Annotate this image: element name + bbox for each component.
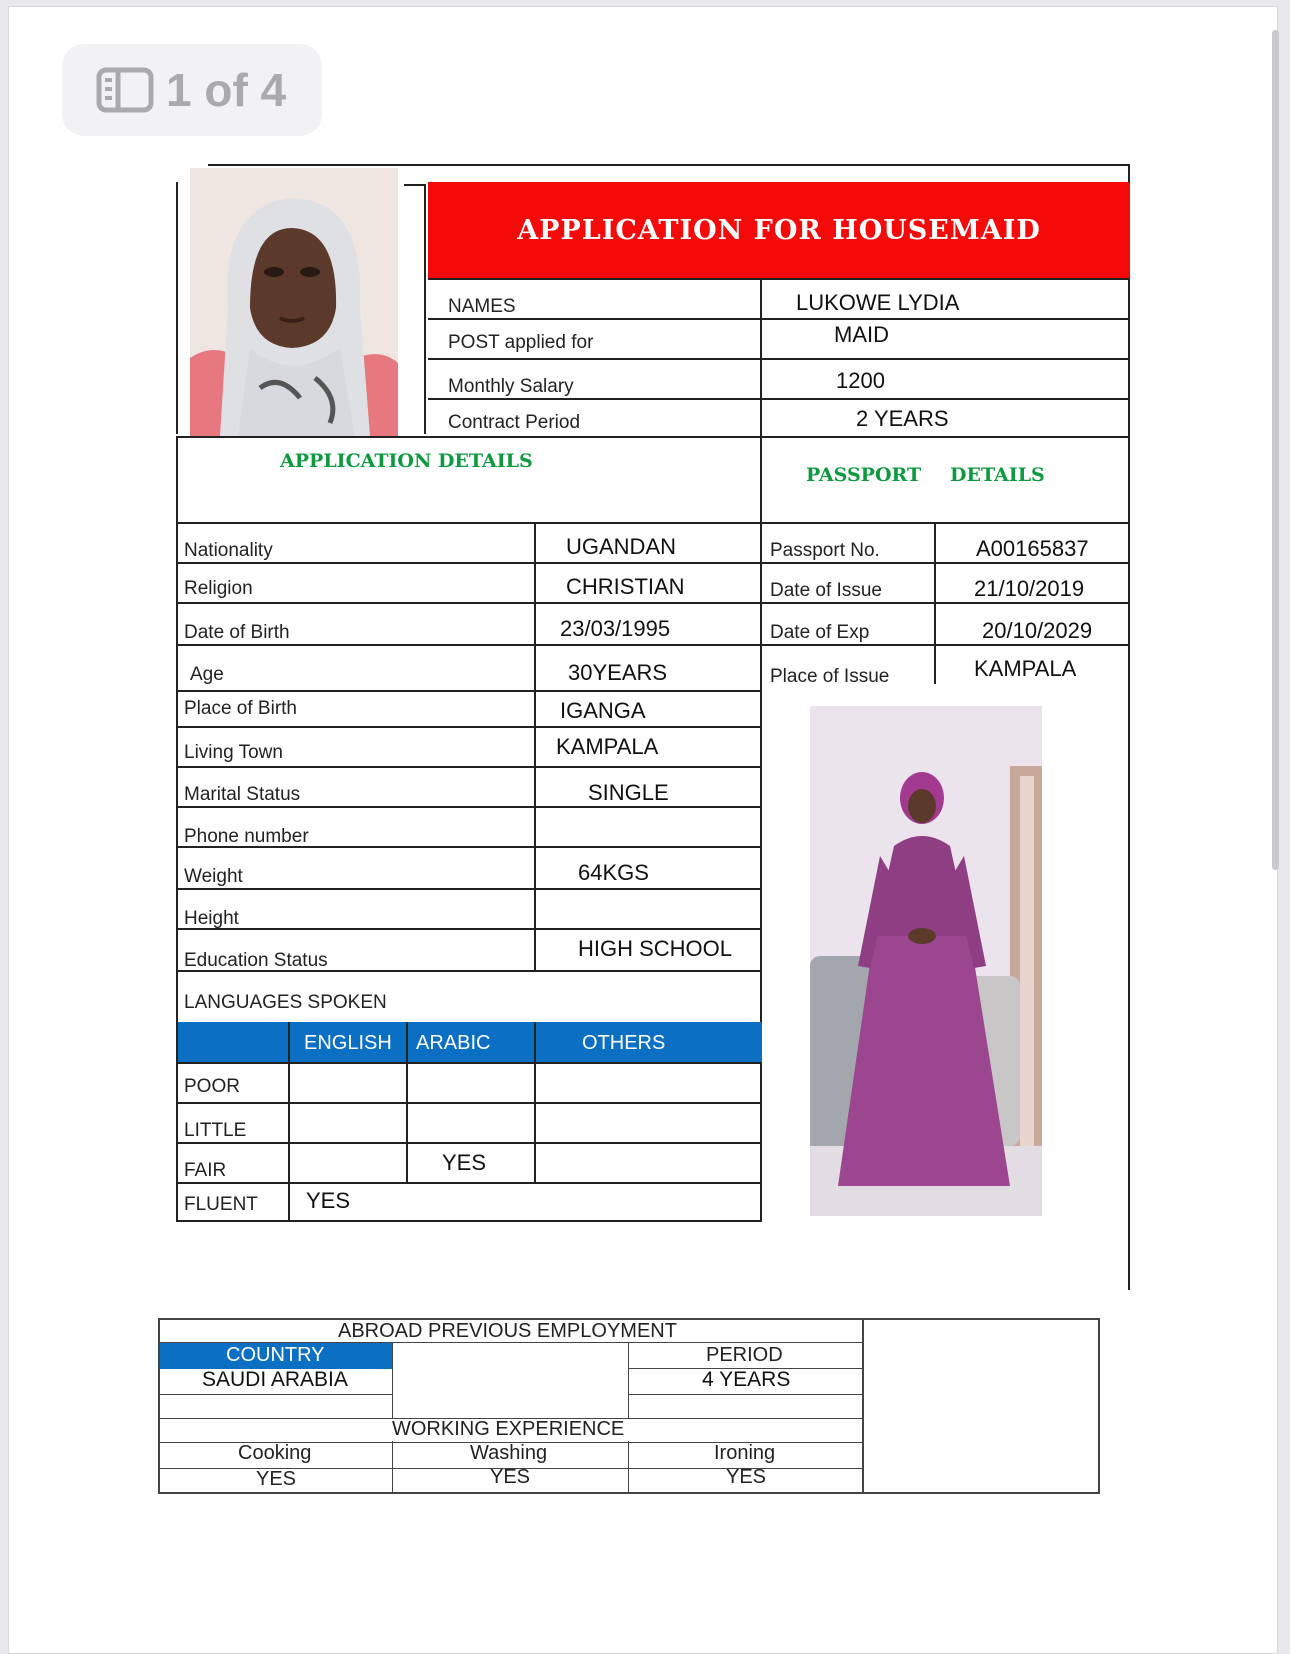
skill-name: Cooking [238, 1442, 312, 1464]
detail-value: SINGLE [588, 780, 669, 805]
grid-line [176, 766, 762, 768]
grid-line [176, 1062, 762, 1064]
skill-value: YES [256, 1468, 297, 1490]
passport-value: KAMPALA [974, 656, 1077, 681]
lang-level: LITTLE [184, 1120, 247, 1141]
grid-line [428, 358, 1130, 360]
detail-value: 23/03/1995 [560, 616, 671, 641]
grid-line [176, 806, 762, 808]
grid-line [760, 522, 762, 1222]
grid-line [428, 278, 1130, 280]
detail-label: Phone number [184, 826, 309, 847]
page-indicator-label: 1 of 4 [166, 64, 287, 116]
grid-line [534, 522, 536, 972]
skill-name: Washing [470, 1442, 548, 1464]
grid-line [862, 1318, 864, 1494]
detail-value: IGANGA [560, 698, 646, 723]
frame-right-line [1128, 164, 1130, 1290]
lang-col-others: OTHERS [582, 1032, 666, 1054]
contract-label: Contract Period [448, 412, 581, 433]
employment-heading: ABROAD PREVIOUS EMPLOYMENT [338, 1320, 677, 1342]
detail-label: Nationality [184, 540, 273, 561]
names-value: LUKOWE LYDIA [796, 290, 960, 315]
lang-value: YES [442, 1150, 487, 1175]
applicant-headshot-photo [190, 168, 398, 436]
frame-left-line [176, 182, 178, 434]
passport-value: 20/10/2029 [982, 618, 1093, 643]
grid-line [176, 1182, 762, 1184]
detail-label: Religion [184, 578, 253, 599]
grid-line [176, 602, 1130, 604]
detail-value: KAMPALA [556, 734, 659, 759]
grid-line [176, 436, 1130, 438]
names-label: NAMES [448, 296, 516, 317]
period-value: 4 YEARS [702, 1368, 791, 1391]
detail-value: 64KGS [578, 860, 649, 885]
lang-level: FLUENT [184, 1194, 258, 1215]
grid-line [176, 522, 1130, 524]
passport-value: A00165837 [976, 536, 1089, 561]
grid-line [176, 690, 762, 692]
period-header: PERIOD [706, 1344, 783, 1366]
salary-value: 1200 [836, 368, 885, 393]
post-label: POST applied for [448, 332, 594, 353]
photo-bracket-top [404, 184, 426, 186]
form-title-banner [428, 182, 1130, 278]
grid-line [176, 1142, 762, 1144]
scrollbar-thumb[interactable] [1272, 30, 1279, 870]
grid-line [176, 436, 178, 1222]
lang-level: POOR [184, 1076, 240, 1097]
detail-label: Date of Birth [184, 622, 290, 643]
lang-col-arabic: ARABIC [416, 1032, 491, 1054]
grid-line [176, 644, 1130, 646]
country-header: COUNTRY [226, 1344, 325, 1366]
detail-value: 30YEARS [568, 660, 668, 685]
grid-line [176, 888, 762, 890]
passport-label: Date of Issue [770, 580, 882, 601]
passport-label: Place of Issue [770, 666, 890, 687]
grid-line [628, 1394, 862, 1395]
passport-heading-2: DETAILS [950, 464, 1045, 486]
lang-value: YES [306, 1188, 351, 1213]
photo-bracket-right [424, 184, 426, 434]
passport-label: Passport No. [770, 540, 880, 561]
grid-line [288, 1022, 290, 1222]
frame-top-line [208, 164, 1130, 166]
detail-label: Age [190, 664, 224, 685]
grid-line [176, 726, 762, 728]
grid-line [428, 318, 1130, 320]
passport-heading-1: PASSPORT [806, 464, 922, 486]
grid-line [760, 278, 762, 522]
salary-label: Monthly Salary [448, 376, 574, 397]
sidebar-icon [96, 67, 154, 113]
contract-value: 2 YEARS [856, 406, 949, 431]
form-title: APPLICATION FOR HOUSEMAID [517, 214, 1041, 246]
grid-line [176, 562, 1130, 564]
skill-value: YES [726, 1466, 767, 1488]
skill-value: YES [490, 1466, 531, 1488]
detail-label: Height [184, 908, 239, 929]
grid-line [158, 1394, 392, 1395]
experience-heading: WORKING EXPERIENCE [392, 1418, 625, 1440]
detail-label: Weight [184, 866, 243, 887]
lang-col-english: ENGLISH [304, 1032, 392, 1054]
application-details-heading: APPLICATION DETAILS [280, 450, 533, 472]
detail-label: Education Status [184, 950, 328, 971]
grid-line [176, 1102, 762, 1104]
lang-level: FAIR [184, 1160, 227, 1181]
grid-line [176, 928, 762, 930]
detail-value: HIGH SCHOOL [578, 936, 733, 961]
detail-label: Place of Birth [184, 698, 297, 719]
applicant-full-photo [810, 706, 1042, 1216]
passport-label: Date of Exp [770, 622, 870, 643]
skill-name: Ironing [714, 1442, 776, 1464]
languages-heading: LANGUAGES SPOKEN [184, 992, 387, 1013]
passport-value: 21/10/2019 [974, 576, 1085, 601]
page-indicator[interactable] [62, 44, 322, 136]
post-value: MAID [834, 322, 889, 347]
detail-value: CHRISTIAN [566, 574, 685, 599]
grid-line [428, 398, 1130, 400]
country-value: SAUDI ARABIA [202, 1368, 348, 1391]
detail-label: Living Town [184, 742, 283, 763]
detail-label: Marital Status [184, 784, 301, 805]
grid-line [176, 1220, 762, 1222]
detail-value: UGANDAN [566, 534, 677, 559]
